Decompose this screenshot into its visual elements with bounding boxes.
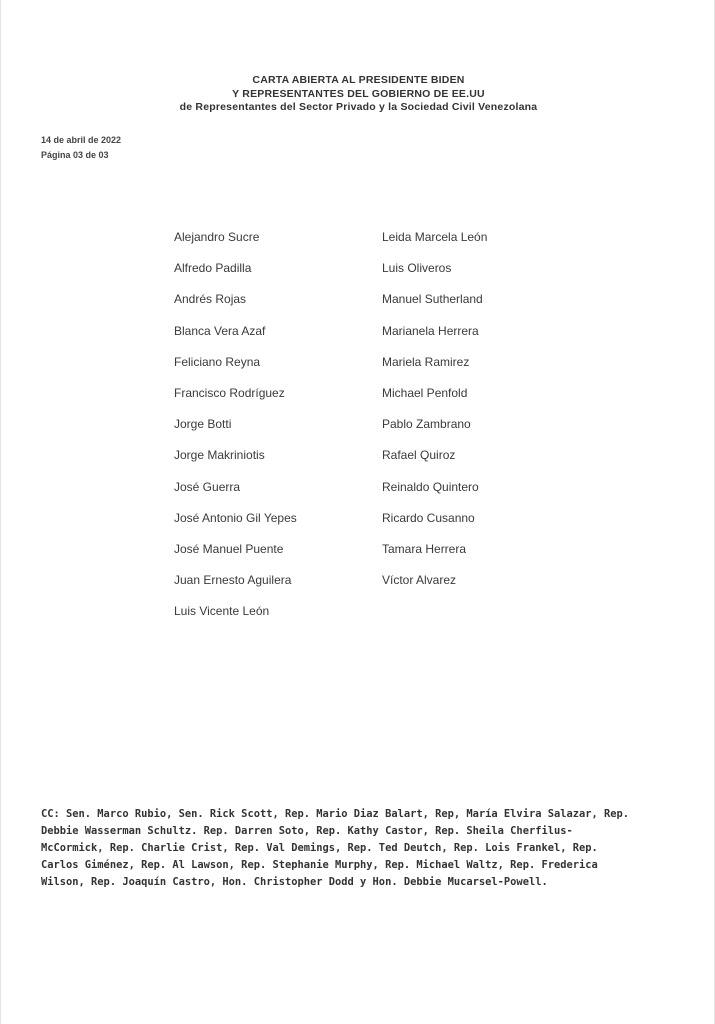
signatory-name: Luis Vicente León [174,604,270,619]
signatory-name: Jorge Botti [174,417,232,432]
cc-line: Wilson, Rep. Joaquín Castro, Hon. Christopher Dodd y Hon. Debbie Mucarsel-Powell. [41,876,548,888]
letter-meta [41,133,121,162]
signatories-right-column [382,229,487,603]
cc-line: Debbie Wasserman Schultz. Rep. Darren Soto, Rep. Kathy Castor, Rep. Sheila Cherfilus- [41,825,573,837]
signatory-name: Manuel Sutherland [382,292,483,307]
cc-line: Carlos Giménez, Rep. Al Lawson, Rep. Stephanie Murphy, Rep. Michael Waltz, Rep. Frederica [41,859,598,871]
signatory-name: José Guerra [174,479,241,494]
signatory-name: Ricardo Cusanno [382,510,475,525]
header-subtitle-line: Y REPRESENTANTES DEL GOBIERNO DE EE.UU [232,87,485,100]
signatory-name: Juan Ernesto Aguilera [174,573,292,588]
header-title-line: CARTA ABIERTA AL PRESIDENTE BIDEN [252,74,465,86]
signatory-name: Alfredo Padilla [174,261,252,276]
signatory-name: Reinaldo Quintero [382,479,479,494]
signatory-name: Rafael Quiroz [382,448,456,463]
signatory-name: Mariela Ramirez [382,354,470,369]
cc-recipients [41,806,681,891]
signatory-name: Marianela Herrera [382,323,479,338]
header-sender-line: de Representantes del Sector Privado y la Sociedad Civil Venezolana [179,101,538,113]
signatory-name: Pablo Zambrano [382,417,471,432]
signatory-name: Feliciano Reyna [174,354,261,369]
signatory-name: José Manuel Puente [174,541,284,556]
signatory-name: Tamara Herrera [382,541,467,556]
signatory-name: Michael Penfold [382,385,468,400]
signatory-name: Francisco Rodríguez [174,385,285,400]
signatory-name: Luis Oliveros [382,261,452,276]
letter-date: 14 de abril de 2022 [41,135,122,145]
signatories-left-column [174,229,297,634]
signatory-name: Víctor Alvarez [382,573,457,588]
signatory-name: Alejandro Sucre [174,230,260,244]
signatory-name: Leida Marcela León [382,230,488,244]
signatory-name: Blanca Vera Azaf [174,323,266,338]
signatory-name: José Antonio Gil Yepes [174,510,297,525]
signatory-name: Jorge Makriniotis [174,448,265,463]
cc-line: McCormick, Rep. Charlie Crist, Rep. Val Demings, Rep. Ted Deutch, Rep. Lois Frankel, Rep. [41,842,598,854]
signatory-name: Andrés Rojas [174,292,247,307]
page-number: Página 03 de 03 [41,149,109,160]
letter-header [1,74,715,115]
cc-line: CC: Sen. Marco Rubio, Sen. Rick Scott, Rep. Mario Diaz Balart, Rep, María Elvira Salazar, Rep. [41,808,630,820]
